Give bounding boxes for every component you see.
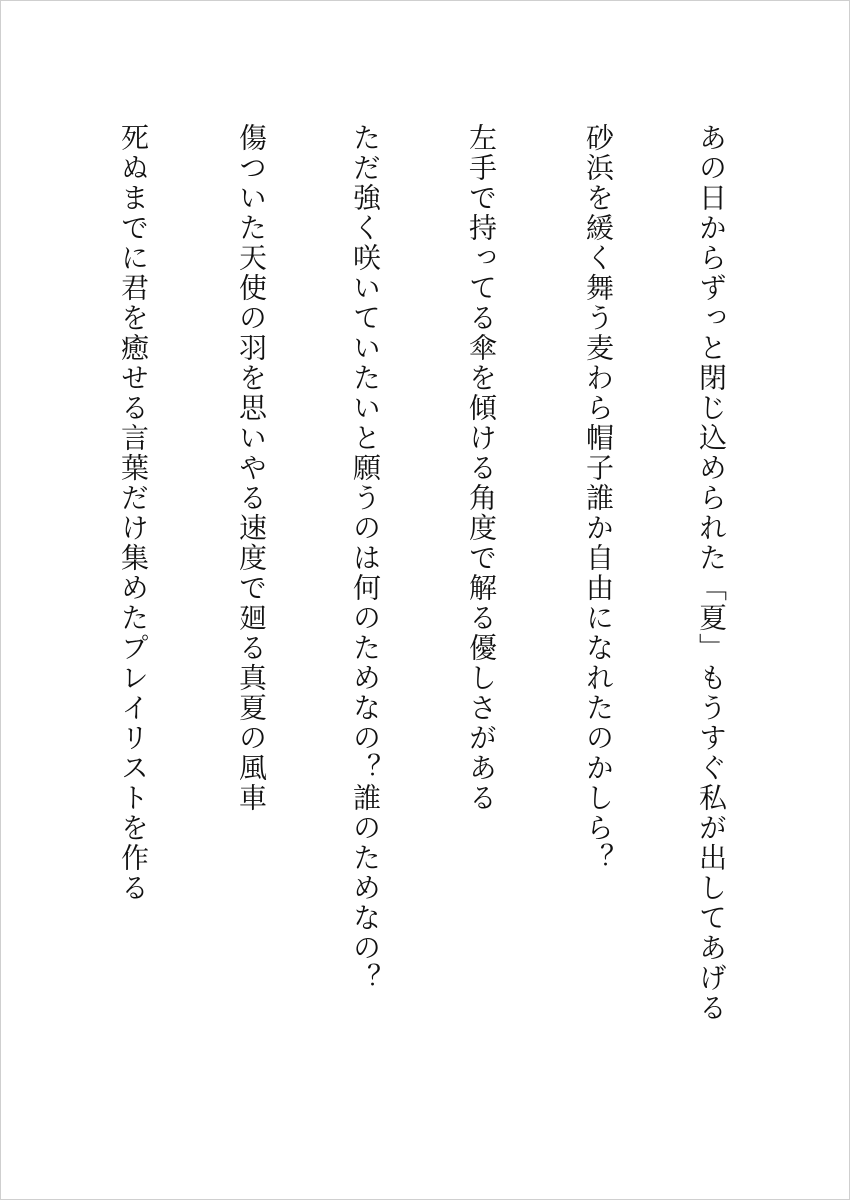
lyric-line-6: 死ぬまでに君を癒せる言葉だけ集めたプレイリストを作る <box>117 123 150 903</box>
lyric-line-2: 砂浜を緩く舞う麦わら帽子誰か自由になれたのかしら？ <box>582 123 615 873</box>
lyric-line-4: ただ強く咲いていたいと願うのは何のためなの？誰のためなの？ <box>349 123 382 993</box>
lyric-line-1: あの日からずっと閉じ込められた「夏」もうすぐ私が出してあげる <box>695 123 728 1023</box>
lyric-line-5: 傷ついた天使の羽を思いやる速度で廻る真夏の風車 <box>235 123 268 813</box>
lyric-line-3: 左手で持ってる傘を傾ける角度で解る優しさがある <box>465 123 498 813</box>
